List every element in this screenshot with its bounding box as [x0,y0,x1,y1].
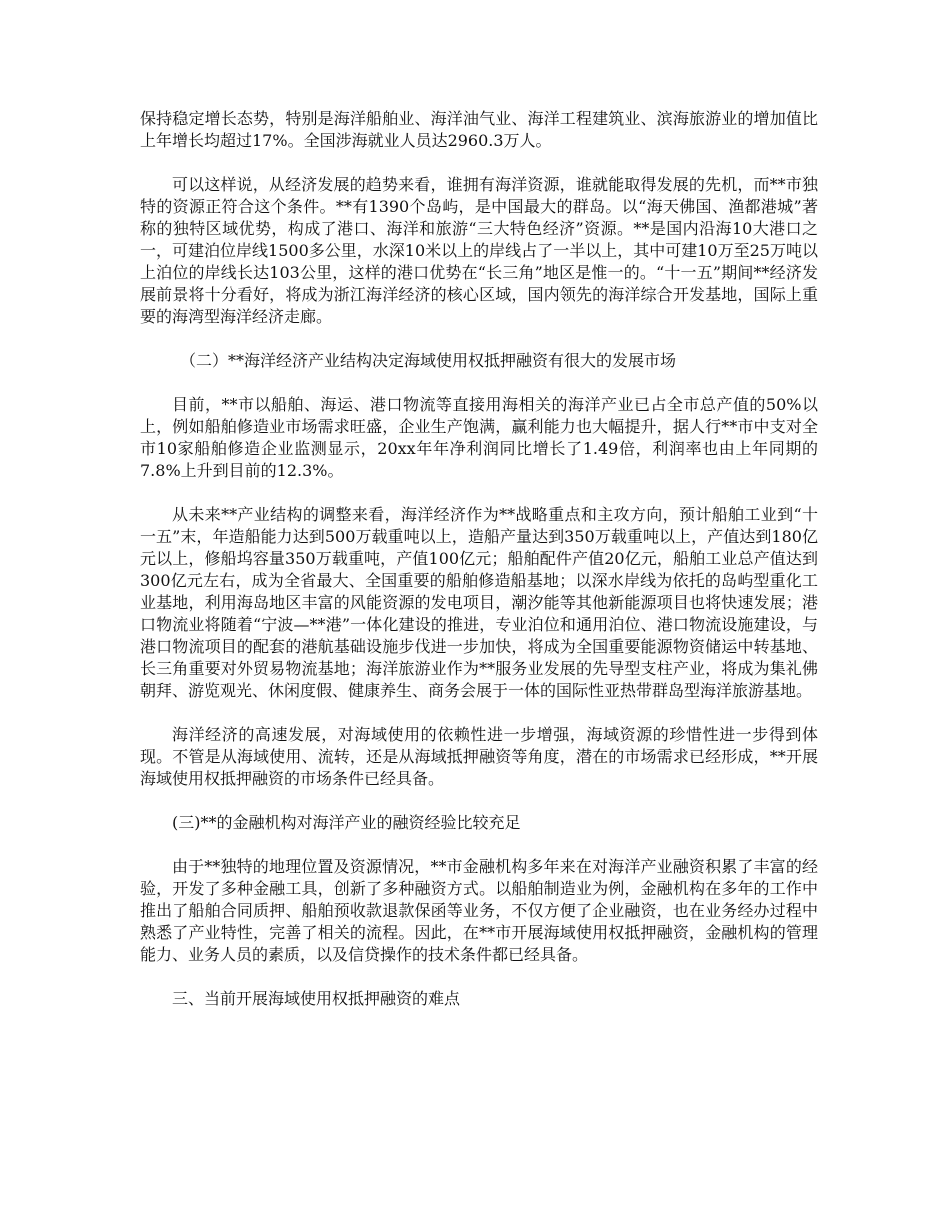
document-page [140,108,818,1032]
paragraph-current-industry: 目前，**市以船舶、海运、港口物流等直接用海相关的海洋产业已占全市总产值的50%以上，例如船舶修造业市场需求旺盛，企业生产饱满，赢利能力也大幅提升，据人行**市中支对全市10家船舶修造企业监测显示，20xx年年净利润同比增长了1.49倍，利润率也由上年同期的7.8%上升到目前的12.3%。 [140,395,818,480]
chapter-heading-difficulties: 三、当前开展海域使用权抵押融资的难点 [172,989,461,1008]
paragraph-financial-experience: 由于**独特的地理位置及资源情况，**市金融机构多年来在对海洋产业融资积累了丰富的经验，开发了多种金融工具，创新了多种融资方式。以船舶制造业为例，金融机构在多年的工作中推出了船舶合同质押、船舶预收款退款保函等业务，不仅方便了企业融资，也在业务经办过程中熟悉了产业特性，完善了相关的流程。因此，在**市开展海域使用权抵押融资，金融机构的管理能力、业务人员的素质，以及信贷操作的技术条件都已经具备。 [140,857,818,964]
paragraph-continued: 保持稳定增长态势，特别是海洋船舶业、海洋油气业、海洋工程建筑业、滨海旅游业的增加值比上年增长均超过17%。全国涉海就业人员达2960.3万人。 [140,109,818,150]
section-heading-3: (三)**的金融机构对海洋产业的融资经验比较充足 [172,813,521,832]
paragraph-resources: 可以这样说，从经济发展的趋势来看，谁拥有海洋资源，谁就能取得发展的先机，而**市独特的资源正符合这个条件。**有1390个岛屿，是中国最大的群岛。以“海天佛国、渔都港城”著称的独特区域优势，构成了港口、海洋和旅游“三大特色经济”资源。**是国内沿海10大港口之一，可建泊位岸线1500多公里，水深10米以上的岸线占了一半以上，其中可建10万至25万吨以上泊位的岸线长达103公里，这样的港口优势在“长三角”地区是惟一的。“十一五”期间**经济发展前景将十分看好，将成为浙江海洋经济的核心区域，国内领先的海洋综合开发基地，国际上重要的海湾型海洋经济走廊。 [140,175,818,326]
section-heading-2: （二）**海洋经济产业结构决定海域使用权抵押融资有很大的发展市场 [180,351,677,370]
paragraph-market-conditions: 海洋经济的高速发展，对海域使用的依赖性进一步增强，海域资源的珍惜性进一步得到体现。不管是从海域使用、流转，还是从海域抵押融资等角度，潜在的市场需求已经形成，**开展海域使用权抵押融资的市场条件已经具备。 [140,725,818,788]
paragraph-future-structure: 从未来**产业结构的调整来看，海洋经济作为**战略重点和主攻方向，预计船舶工业到“十一五”末，年造船能力达到500万载重吨以上，造船产量达到350万载重吨以上，产值达到180亿元以上，修船坞容量350万载重吨，产值100亿元；船舶配件产值20亿元，船舶工业总产值达到300亿元左右，成为全省最大、全国重要的船舶修造船基地；以深水岸线为依托的岛屿型重化工业基地，利用海岛地区丰富的风能资源的发电项目，潮汐能等其他新能源项目也将快速发展；港口物流业将随着“宁波—**港”一体化建设的推进，专业泊位和通用泊位、港口物流设施建设，与港口物流项目的配套的港航基础设施步伐进一步加快，将成为全国重要能源物资储运中转基地、长三角重要对外贸易物流基地；海洋旅游业作为**服务业发展的先导型支柱产业，将成为集礼佛朝拜、游览观光、休闲度假、健康养生、商务会展于一体的国际性亚热带群岛型海洋旅游基地。 [140,505,818,700]
